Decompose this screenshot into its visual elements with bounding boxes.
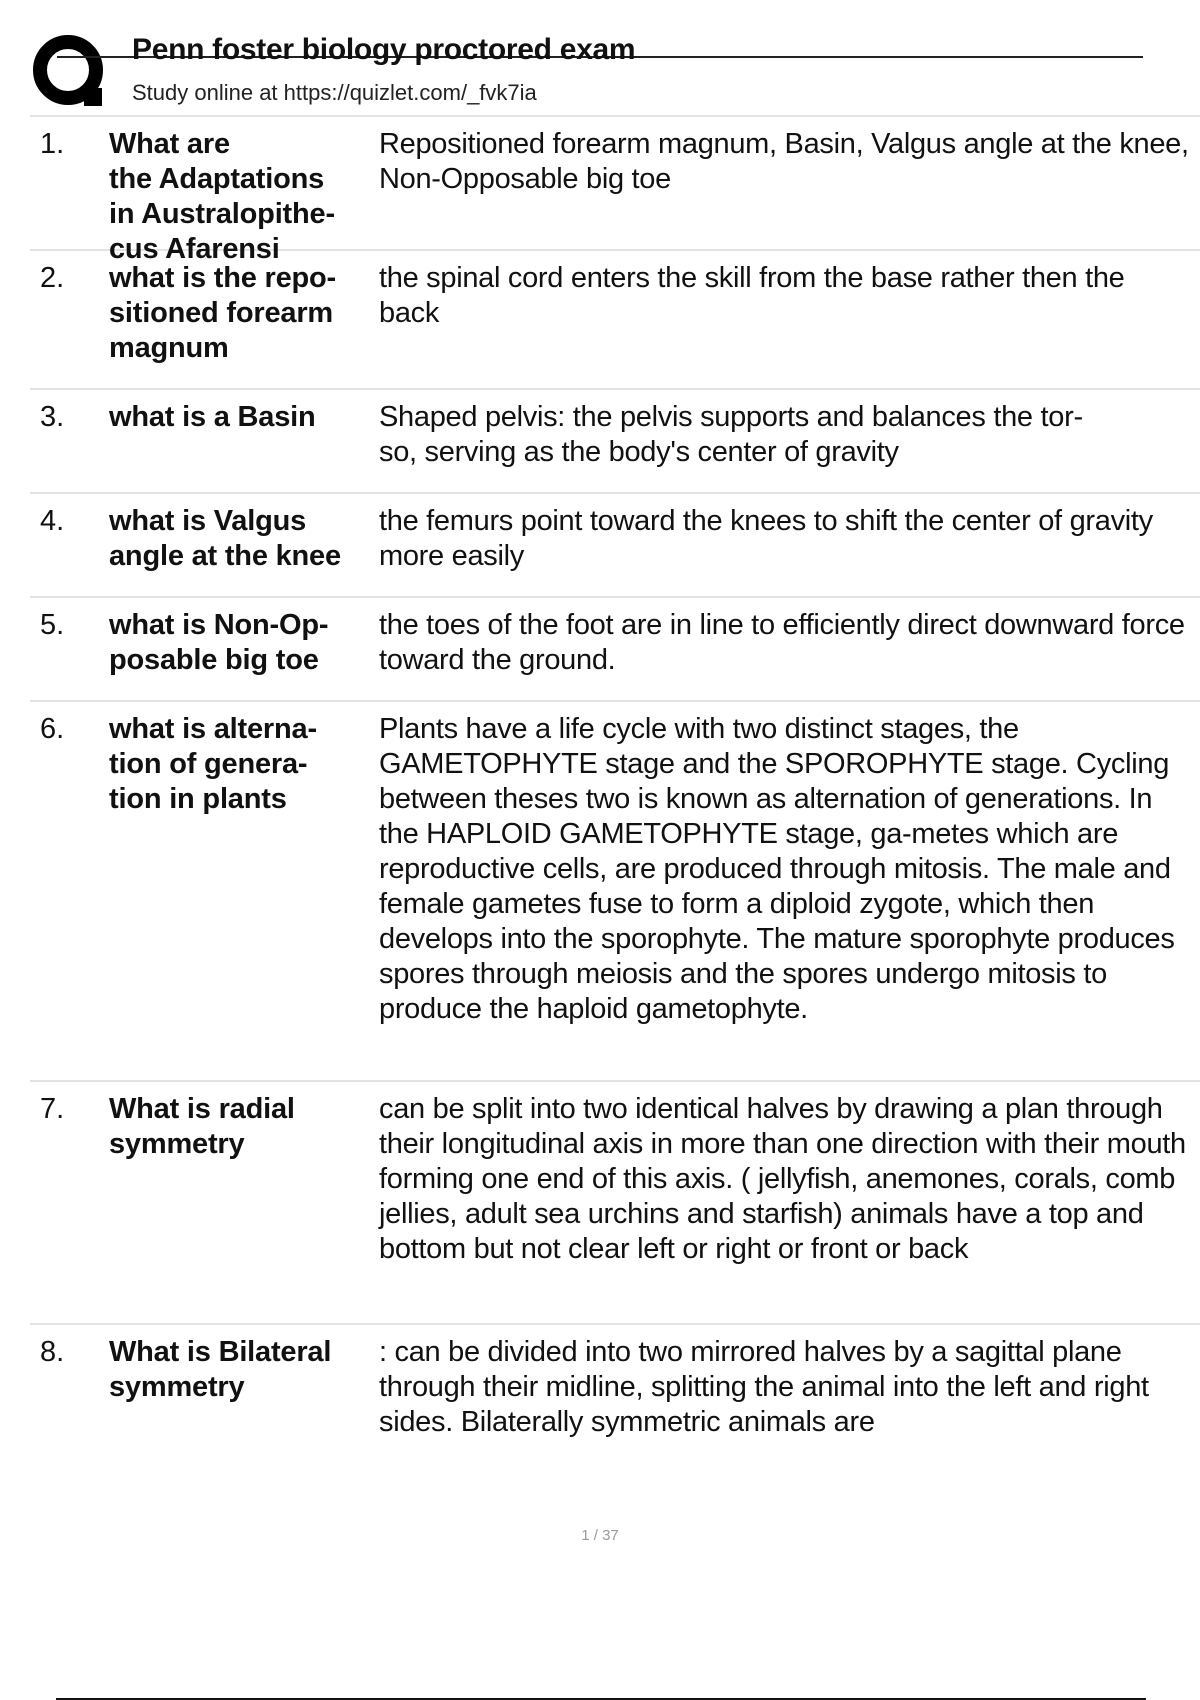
card-number: 8.	[40, 1336, 65, 1368]
flashcard-row	[30, 598, 1200, 702]
flashcard-row	[30, 1325, 1200, 1455]
card-definition: : can be divided into two mirrored halves by a sagittal plane through their midline, splitting the animal into the left and right sides. Bilaterally symmetric animals are	[379, 1336, 1149, 1438]
flashcard-list	[0, 117, 1200, 1455]
card-term: what is Valgus angle at the knee	[109, 505, 341, 572]
card-term: what is alterna- tion of genera- tion in plants	[109, 713, 317, 815]
card-term: What is Bilateral symmetry	[109, 1336, 332, 1403]
card-number: 3.	[40, 401, 65, 433]
flashcard-row	[30, 390, 1200, 494]
quizlet-q-logo-icon	[32, 32, 110, 110]
card-number: 1.	[40, 128, 65, 160]
card-definition: the femurs point toward the knees to shift the center of gravity more easily	[379, 505, 1153, 572]
flashcard-row	[30, 494, 1200, 598]
card-term: what is a Basin	[109, 401, 316, 433]
card-number: 6.	[40, 713, 65, 745]
card-definition: the toes of the foot are in line to efficiently direct downward force toward the ground.	[379, 609, 1185, 676]
card-term: What are the Adaptations in Australopithe- cus Afarensi	[109, 128, 335, 265]
card-definition: Shaped pelvis: the pelvis supports and balances the tor- so, serving as the body's center of gravity	[379, 401, 1083, 468]
card-definition: Repositioned forearm magnum, Basin, Valgus angle at the knee, Non-Opposable big toe	[379, 128, 1189, 195]
card-term: What is radial symmetry	[109, 1093, 295, 1160]
card-definition: can be split into two identical halves by drawing a plan through their longitudinal axis in more than one direction with their mouth forming one end of this axis. ( jellyfish, anemones, corals, comb jellies, adult sea urchins and starfish) animals have a top and bottom but not clear left or right or front or back	[379, 1093, 1186, 1265]
card-definition: Plants have a life cycle with two distinct stages, the GAMETOPHYTE stage and the SPOROPHYTE stage. Cycling between theses two is known as alternation of generations. In the HAPLOID GAMETOPHYTE stage, ga-metes which are reproductive cells, are produced through mitosis. The male and female gametes fuse to form a diploid zygote, which then develops into the sporophyte. The mature sporophyte produces spores through meiosis and the spores undergo mitosis to produce the haploid gametophyte.	[379, 713, 1175, 1025]
card-term: what is the repo- sitioned forearm magnum	[109, 262, 337, 364]
flashcard-row	[30, 117, 1200, 265]
card-number: 7.	[40, 1093, 65, 1125]
card-definition: the spinal cord enters the skill from the base rather then the back	[379, 262, 1125, 329]
page-number: 1 / 37	[581, 1527, 619, 1544]
flashcard-row	[30, 251, 1200, 390]
document-title: Penn foster biology proctored exam	[132, 33, 636, 66]
study-online-link[interactable]: Study online at https://quizlet.com/_fvk7ia	[132, 80, 537, 105]
card-number: 2.	[40, 262, 65, 294]
card-number: 4.	[40, 505, 65, 537]
card-term: what is Non-Op- posable big toe	[109, 609, 329, 676]
card-number: 5.	[40, 609, 65, 641]
flashcard-row	[30, 702, 1200, 1082]
document-header	[0, 0, 1200, 116]
flashcard-row	[30, 1082, 1200, 1325]
